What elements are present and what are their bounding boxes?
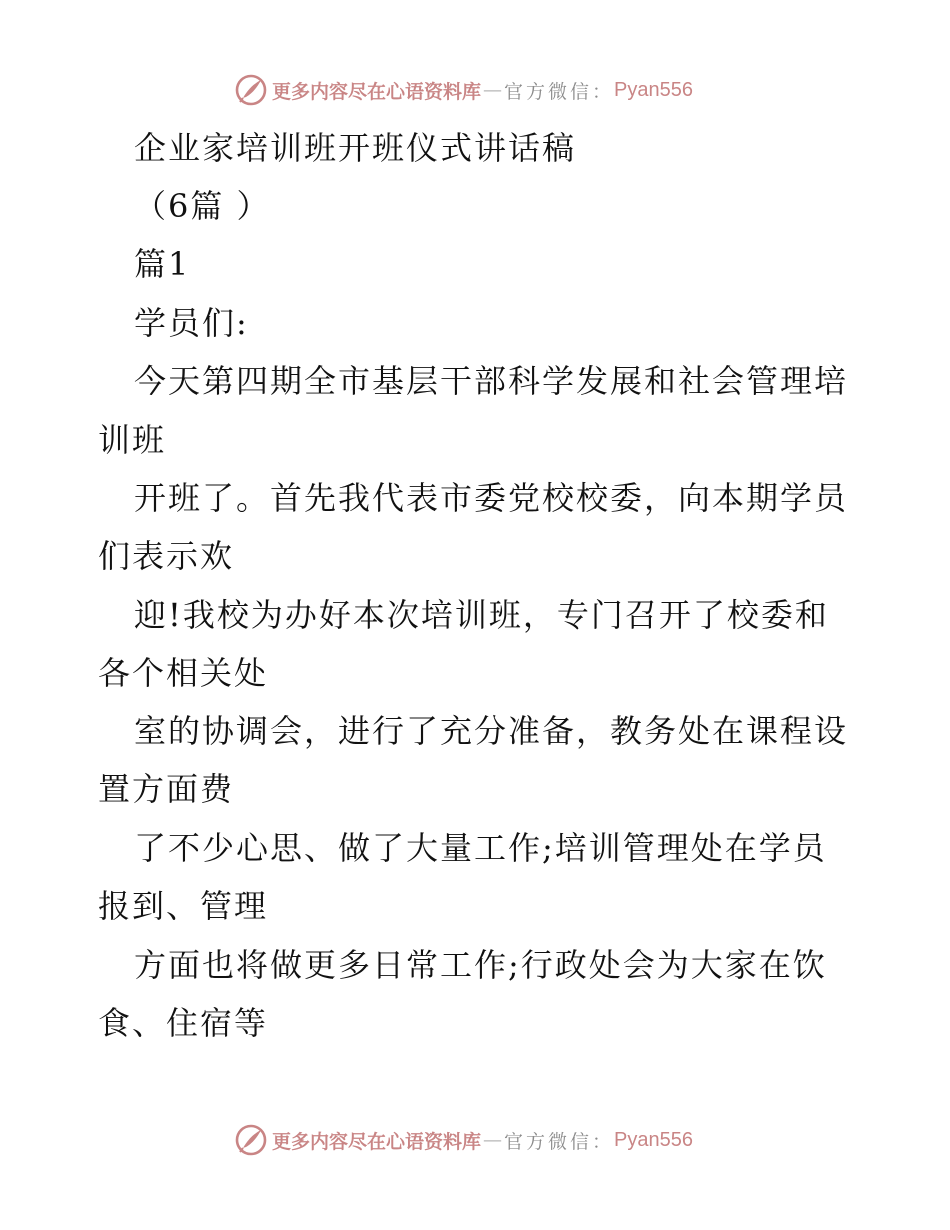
watermark-footer [234,1122,693,1158]
paragraph-line: 各个相关处 [98,654,269,692]
paragraph-line: 方面也将做更多日常工作;行政处会为大家在饮 [134,946,827,984]
watermark-header [234,72,693,108]
watermark-wechat-id: Pyan556 [614,1128,693,1151]
paragraph-line: 们表示欢 [98,537,235,575]
paragraph-line: 食、住宿等 [98,1004,269,1042]
paragraph-line: 置方面费 [98,770,235,808]
watermark-dash: — [483,1129,503,1151]
watermark-site-name: 更多内容尽在心语资料库 [272,1130,482,1153]
salutation: 学员们: [134,304,249,342]
section-heading: 篇1 [134,245,191,283]
watermark-dash: — [483,79,503,101]
paragraph-line: 迎!我校为办好本次培训班，专门召开了校委和 [134,596,829,634]
paragraph-line: 今天第四期全市基层干部科学发展和社会管理培 [134,362,849,400]
watermark-official-label: 官方微信： [504,80,615,103]
paragraph-line: 报到、管理 [98,887,269,925]
paragraph-line: 了不少心思、做了大量工作;培训管理处在学员 [134,829,827,867]
feather-pen-logo-icon [234,73,268,107]
paragraph-line: 室的协调会，进行了充分准备，教务处在课程设 [134,712,849,750]
document-title: 企业家培训班开班仪式讲话稿 [134,129,577,167]
watermark-official-label: 官方微信： [504,1130,615,1153]
paragraph-line: 训班 [98,421,167,459]
feather-pen-logo-icon [234,1123,268,1157]
paragraph-line: 开班了。首先我代表市委党校校委，向本期学员 [134,479,849,517]
watermark-wechat-id: Pyan556 [614,78,693,101]
document-count: （6篇 ） [134,187,271,225]
watermark-site-name: 更多内容尽在心语资料库 [272,80,482,103]
